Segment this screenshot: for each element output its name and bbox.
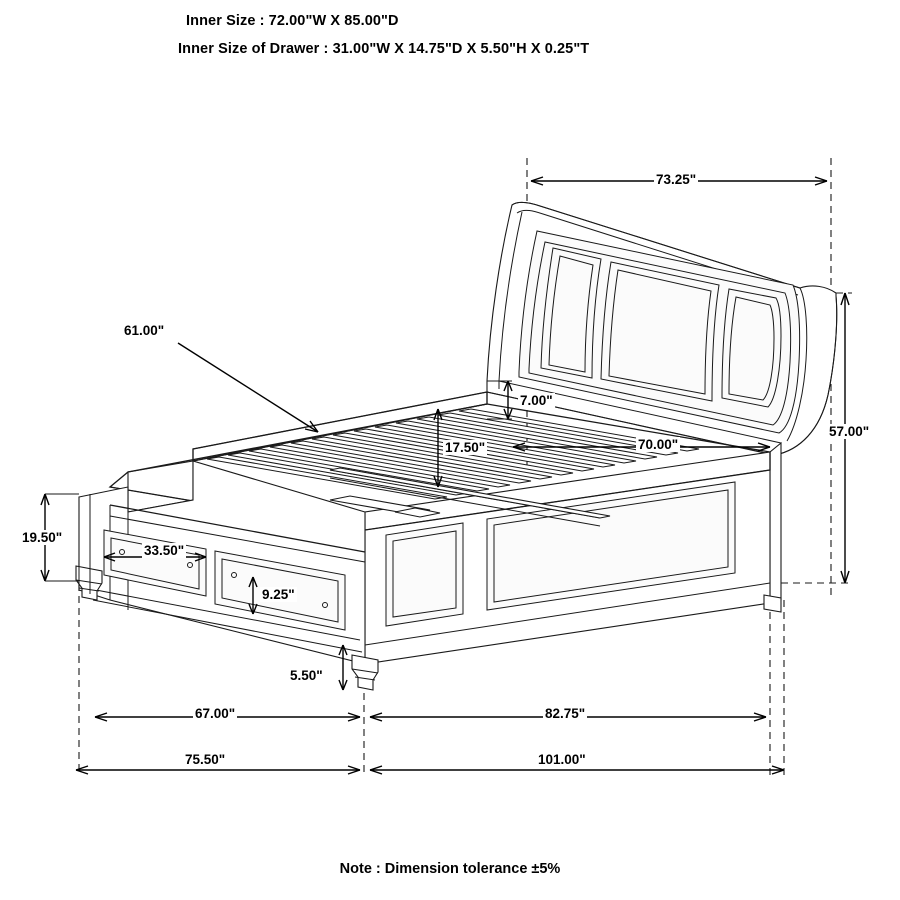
dim-deck-to-rail: 17.50" <box>445 440 486 455</box>
dim-headboard-panel-gap: 7.00" <box>520 393 553 408</box>
dim-drawer-front-height: 9.25" <box>262 587 295 602</box>
dim-overall-depth-front: 75.50" <box>185 752 226 767</box>
dim-side-depth-rear: 82.75" <box>545 706 586 721</box>
dim-headboard-width: 73.25" <box>656 172 697 187</box>
leg-rear-right <box>764 595 781 612</box>
dim-side-depth-front: 67.00" <box>195 706 236 721</box>
dim-overall-height: 57.00" <box>829 424 870 439</box>
dim-mattress-support-width: 61.00" <box>124 323 165 338</box>
dim-footboard-height: 19.50" <box>22 530 63 545</box>
dim-interior-width: 70.00" <box>638 437 679 452</box>
dim-drawer-left-width: 33.50" <box>144 543 185 558</box>
inner-size-drawer-text: Inner Size of Drawer : 31.00"W X 14.75"D X 5.50"H X 0.25"T <box>178 41 590 57</box>
dim-overall-depth-total: 101.00" <box>538 752 586 767</box>
inner-size-text: Inner Size : 72.00"W X 85.00"D <box>186 13 399 29</box>
tolerance-note: Note : Dimension tolerance ±5% <box>339 861 561 877</box>
dim-drawer-clearance: 5.50" <box>290 668 323 683</box>
